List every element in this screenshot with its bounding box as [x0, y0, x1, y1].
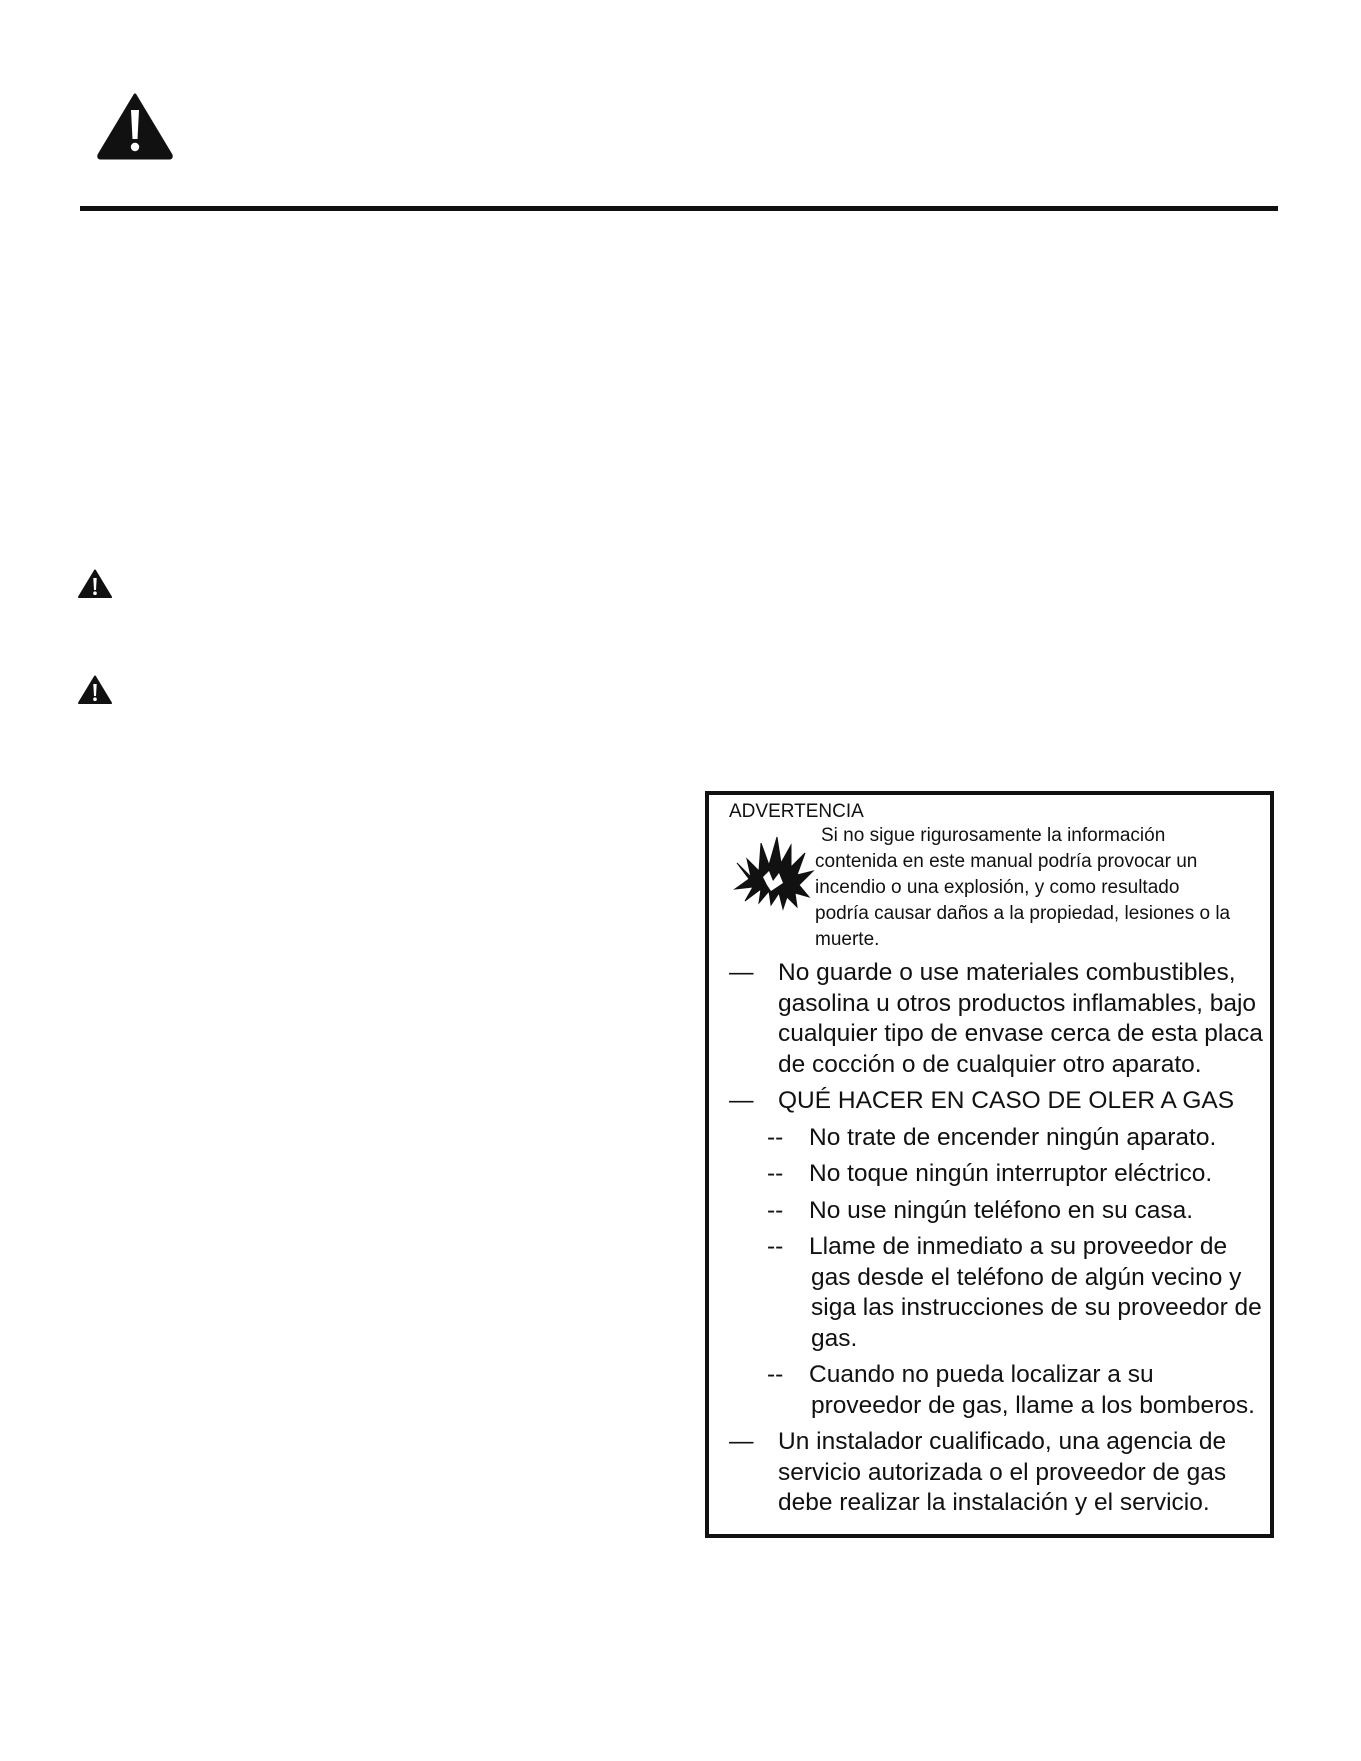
intro-line: muerte.: [815, 929, 880, 950]
item-line: gasolina u otros productos inflamables, bajo: [778, 989, 1257, 1017]
dash-bullet: —: [729, 959, 754, 986]
warning-item-qualified-installer: [729, 1427, 1269, 1519]
warning-box-title: ADVERTENCIA: [729, 801, 864, 822]
intro-line: incendio o una explosión, y como resultado: [815, 877, 1180, 898]
warning-item-no-combustibles: [729, 958, 1269, 1080]
item-line: cualquier tipo de envase cerca de esta placa: [778, 1020, 1263, 1047]
item-line: servicio autorizada o el proveedor de gas: [778, 1458, 1227, 1486]
item-line: No guarde o use materiales combustibles,: [778, 959, 1236, 986]
sub-item-no-phone: [729, 1196, 1269, 1227]
subdash-bullet: --: [767, 1361, 784, 1388]
intro-line: contenida en este manual podría provocar un: [815, 851, 1198, 872]
intro-line: Si no sigue rigurosamente la información: [821, 825, 1166, 846]
warning-triangle-icon: [78, 569, 112, 599]
sub-item-line: No toque ningún interruptor eléctrico.: [809, 1160, 1213, 1187]
sub-item-no-ignite: [729, 1123, 1269, 1154]
sub-item-line: Llame de inmediato a su proveedor de: [809, 1233, 1228, 1260]
sub-item-line: siga las instrucciones de su proveedor de: [811, 1294, 1262, 1321]
sub-item-line: No use ningún teléfono en su casa.: [809, 1196, 1194, 1224]
item-line: debe realizar la instalación y el servicio.: [778, 1489, 1210, 1516]
item-line: de cocción o de cualquier otro aparato.: [778, 1050, 1202, 1078]
dash-bullet: —: [729, 1428, 754, 1455]
sub-item-call-supplier: [729, 1232, 1269, 1354]
subdash-bullet: --: [767, 1160, 784, 1187]
sub-item-line: gas desde el teléfono de algún vecino y: [811, 1263, 1242, 1291]
subdash-bullet: --: [767, 1196, 784, 1224]
warning-list: [729, 958, 1269, 1525]
warning-triangle-icon: [96, 92, 174, 160]
header-divider: [80, 206, 1278, 211]
intro-line: podría causar daños a la propiedad, lesiones o la: [815, 903, 1231, 924]
dash-bullet: —: [729, 1087, 754, 1114]
sub-item-line: proveedor de gas, llame a los bomberos.: [811, 1391, 1255, 1419]
item-line: QUÉ HACER EN CASO DE OLER A GAS: [778, 1087, 1235, 1114]
sub-item-line: Cuando no pueda localizar a su: [809, 1361, 1154, 1388]
sub-item-call-firefighters: [729, 1360, 1269, 1421]
sub-item-line: No trate de encender ningún aparato.: [809, 1123, 1217, 1151]
sub-item-line: gas.: [811, 1324, 858, 1352]
warning-intro: [815, 823, 1275, 953]
warning-item-gas-smell: [729, 1086, 1269, 1117]
explosion-icon: [733, 831, 817, 911]
gas-warning-box: [705, 791, 1274, 1538]
sub-item-no-switch: [729, 1159, 1269, 1190]
subdash-bullet: --: [767, 1123, 784, 1151]
item-line: Un instalador cualificado, una agencia de: [778, 1428, 1227, 1455]
warning-triangle-icon: [78, 675, 112, 705]
subdash-bullet: --: [767, 1233, 784, 1260]
